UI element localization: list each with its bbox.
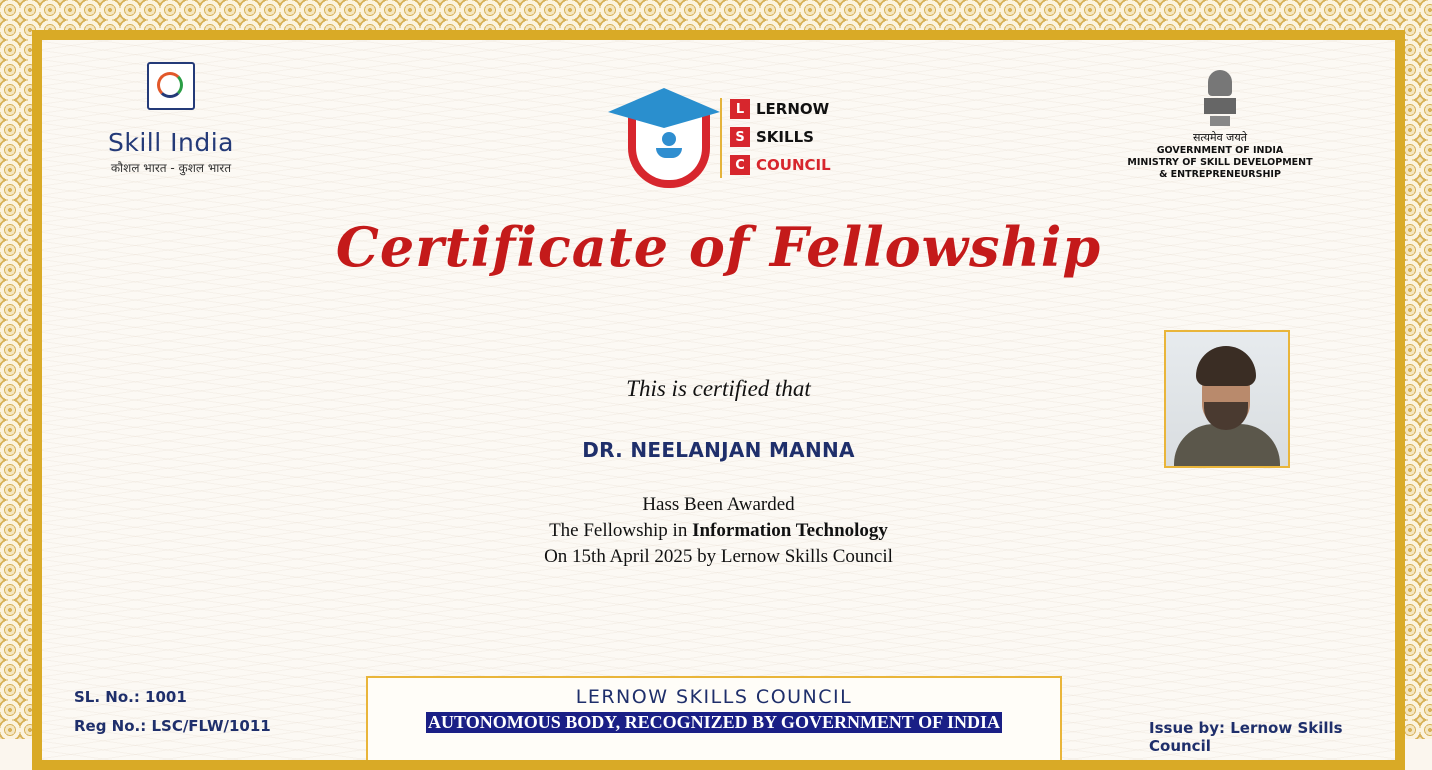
gov-line-3: & ENTREPRENEURSHIP (1159, 169, 1281, 180)
government-emblem-block (1120, 68, 1320, 181)
recipient-name: DR. NEELANJAN MANNA (582, 438, 855, 462)
logo-row-council: C COUNCIL (730, 154, 831, 176)
logo-divider (720, 98, 722, 178)
lernow-skills-council-logo (608, 88, 908, 198)
national-emblem-icon (1202, 68, 1238, 128)
award-details (42, 492, 1395, 570)
skill-india-title: Skill India (108, 128, 234, 157)
award-line-1: Hass Been Awarded (642, 494, 795, 515)
award-line-2: The Fellowship in Information Technology (549, 520, 888, 541)
skill-india-tagline: कौशल भारत - कुशल भारत (110, 161, 232, 175)
gov-motto: सत्यमेव जयते (1192, 131, 1247, 144)
serial-number: SL. No.: 1001 (74, 688, 187, 706)
council-recognition-banner: AUTONOMOUS BODY, RECOGNIZED BY GOVERNMENT OF INDIA (428, 712, 1000, 732)
gov-line-1: GOVERNMENT OF INDIA (1156, 145, 1284, 156)
certificate-title: Certificate of Fellowship (335, 215, 1102, 279)
certify-text: This is certified that (626, 376, 811, 401)
council-box (366, 676, 1062, 760)
logo-row-skills: S SKILLS (730, 126, 814, 148)
issued-by: Issue by: Lernow Skills Council (1149, 719, 1343, 755)
graduation-cap-icon (608, 88, 720, 112)
council-name: LERNOW SKILLS COUNCIL (575, 686, 853, 708)
award-line-3: On 15th April 2025 by Lernow Skills Council (544, 546, 893, 567)
registration-number: Reg No.: LSC/FLW/1011 (74, 717, 271, 735)
skill-india-icon (147, 62, 195, 110)
skill-india-logo (96, 62, 246, 176)
gov-line-2: MINISTRY OF SKILL DEVELOPMENT (1127, 157, 1313, 168)
logo-row-lernow: L LERNOW (730, 98, 829, 120)
fellowship-field: Information Technology (692, 520, 888, 541)
certificate-paper (42, 40, 1395, 760)
